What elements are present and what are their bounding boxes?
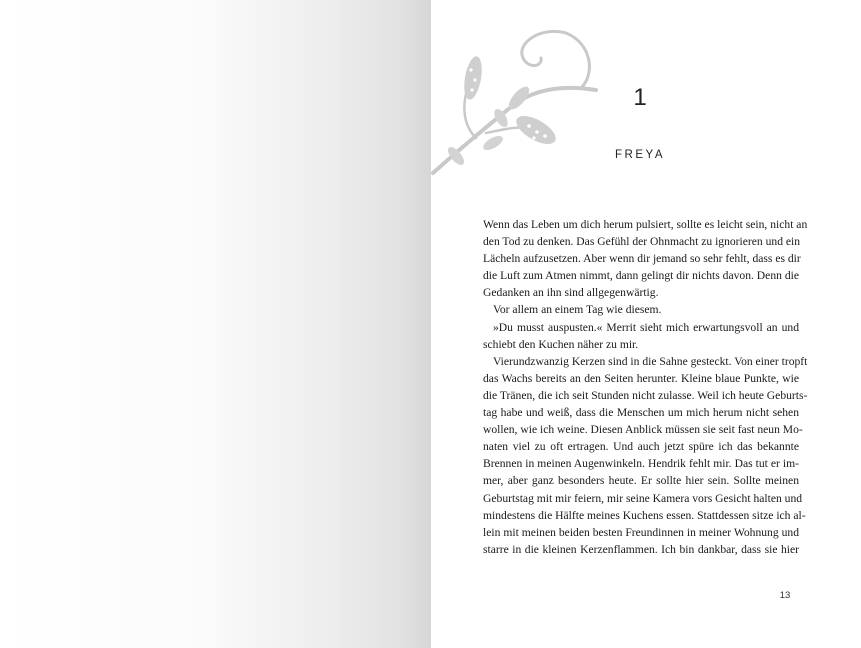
text-line: die Tränen, die ich seit Stunden nicht zulasse. Weil ich heute Geburts- bbox=[483, 388, 808, 402]
text-line: die Luft zum Atmen nimmt, dann gelingt dir nichts davon. Denn die bbox=[483, 269, 799, 283]
text-line: starre in die kleinen Kerzenflammen. Ich bin dankbar, dass sie hier bbox=[483, 542, 799, 556]
text-line: mindestens die Hälfte meines Kuchens essen. Stattdessen sitze ich al- bbox=[483, 508, 806, 522]
text-line: lein mit meinen beiden besten Freundinnen in meiner Wohnung und bbox=[483, 525, 799, 539]
text-line: Brennen in meinen Augenwinkeln. Hendrik fehlt mir. Das tut er im- bbox=[483, 457, 799, 471]
text-line: Wenn das Leben um dich herum pulsiert, sollte es leicht sein, nicht an bbox=[483, 218, 808, 231]
text-line: Lächeln aufzusetzen. Aber wenn dir jemand so sehr fehlt, dass es dir bbox=[483, 252, 801, 266]
page-number: 13 bbox=[779, 590, 791, 601]
text-line: mer, aber ganz besonders heute. Er sollte hier sein. Sollte meinen bbox=[483, 474, 799, 488]
chapter-title: FREYA bbox=[615, 149, 665, 161]
text-line: schiebt den Kuchen näher zu mir. bbox=[483, 337, 639, 351]
text-line: »Du musst auspusten.« Merrit sieht mich erwartungsvoll an und bbox=[493, 320, 799, 334]
text-line: Gedanken an ihn sind allgegenwärtig. bbox=[483, 286, 659, 300]
text-line: Vierundzwanzig Kerzen sind in die Sahne gesteckt. Von einer tropft bbox=[493, 354, 808, 368]
text-line: das Wachs bereits an den Seiten herunter. Kleine blaue Punkte, wie bbox=[483, 371, 799, 385]
chapter-text bbox=[483, 216, 808, 558]
text-line: Vor allem an einem Tag wie diesem. bbox=[493, 303, 662, 317]
chapter-number: 1 bbox=[633, 84, 647, 111]
text-line: den Tod zu denken. Das Gefühl der Ohnmacht zu ignorieren und ein bbox=[483, 235, 801, 249]
text-line: wollen, wie ich weine. Diesen Anblick müssen sie seit fast neun Mo- bbox=[483, 423, 803, 437]
text-line: Geburtstag mit mir feiern, mir seine Kamera vors Gesicht halten und bbox=[483, 491, 803, 505]
text-line: naten viel zu oft ertragen. Und auch jetzt spüre ich das bekannte bbox=[483, 440, 799, 454]
floral-moon-icon bbox=[431, 18, 611, 188]
text-line: tag habe und weiß, dass die Menschen um mich herum nicht sehen bbox=[483, 406, 799, 420]
